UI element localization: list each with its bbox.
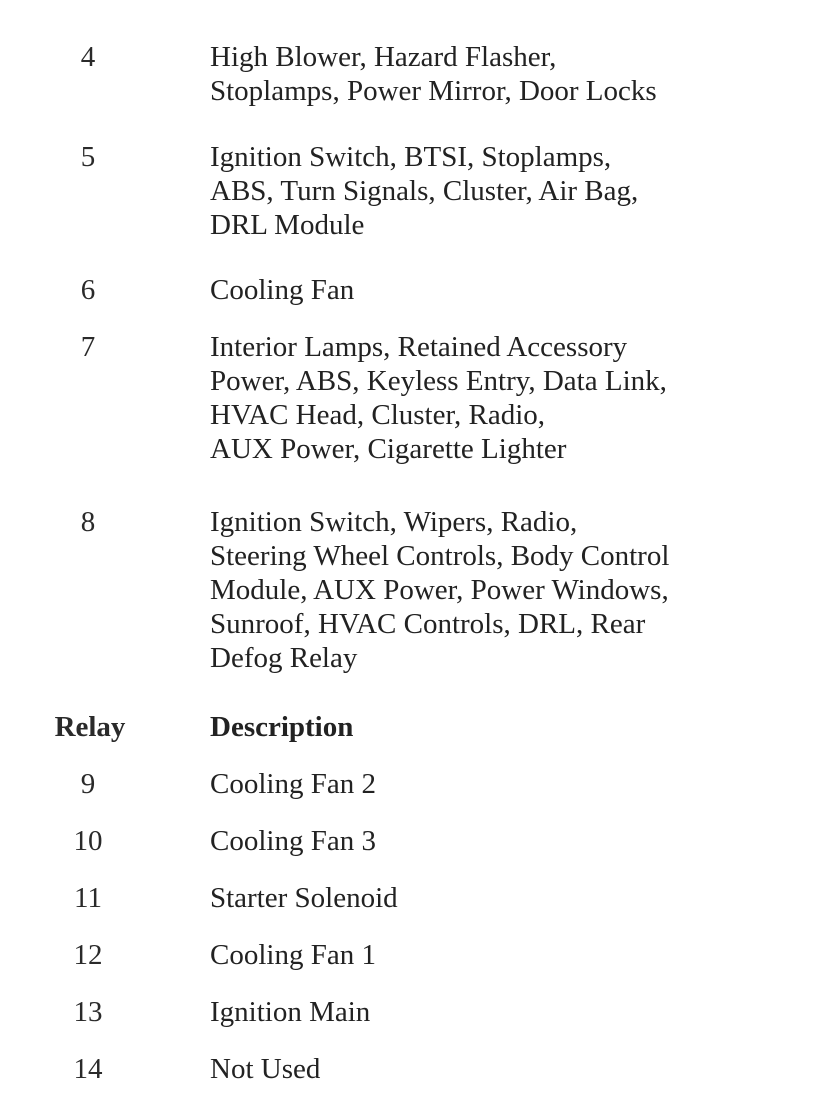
- description-line: Interior Lamps, Retained Accessory: [210, 331, 628, 363]
- description-line: Sunroof, HVAC Controls, DRL, Rear: [210, 608, 646, 640]
- relay-description: Starter Solenoid: [210, 882, 398, 914]
- fuse-description: [210, 140, 810, 242]
- fuse-description: [210, 273, 810, 307]
- description-column-header: Description: [210, 711, 354, 743]
- description-line: Ignition Switch, Wipers, Radio,: [210, 506, 578, 538]
- description-line: Stoplamps, Power Mirror, Door Locks: [210, 75, 657, 107]
- relay-description: Cooling Fan 3: [210, 825, 376, 857]
- relay-column-header: Relay: [54, 711, 126, 743]
- relay-number: 14: [73, 1053, 103, 1085]
- description-line: HVAC Head, Cluster, Radio,: [210, 399, 546, 431]
- fuse-number: 7: [80, 331, 96, 363]
- fuse-number: 5: [80, 141, 96, 173]
- description-line: ABS, Turn Signals, Cluster, Air Bag,: [210, 175, 639, 207]
- description-line: Module, AUX Power, Power Windows,: [210, 574, 669, 606]
- fuse-number: 4: [80, 41, 96, 73]
- description-line: High Blower, Hazard Flasher,: [210, 41, 557, 73]
- relay-number: 10: [73, 825, 103, 857]
- fuse-description: [210, 505, 810, 675]
- relay-number: 13: [73, 996, 103, 1028]
- relay-number: 12: [73, 939, 103, 971]
- relay-number: 11: [74, 882, 102, 914]
- relay-description: Ignition Main: [210, 996, 371, 1028]
- description-line: Ignition Switch, BTSI, Stoplamps,: [210, 141, 612, 173]
- description-line: Steering Wheel Controls, Body Control: [210, 540, 670, 572]
- description-line: Cooling Fan: [210, 274, 355, 306]
- relay-description: Cooling Fan 1: [210, 939, 376, 971]
- description-line: Defog Relay: [210, 642, 358, 674]
- relay-description: Cooling Fan 2: [210, 768, 376, 800]
- relay-description: Not Used: [210, 1053, 321, 1085]
- relay-number: 9: [80, 768, 96, 800]
- description-line: DRL Module: [210, 209, 365, 241]
- fuse-description: [210, 330, 810, 466]
- description-line: Power, ABS, Keyless Entry, Data Link,: [210, 365, 667, 397]
- fuse-number: 8: [80, 506, 96, 538]
- description-line: AUX Power, Cigarette Lighter: [210, 433, 567, 465]
- fuse-description: [210, 40, 810, 108]
- fuse-number: 6: [80, 274, 96, 306]
